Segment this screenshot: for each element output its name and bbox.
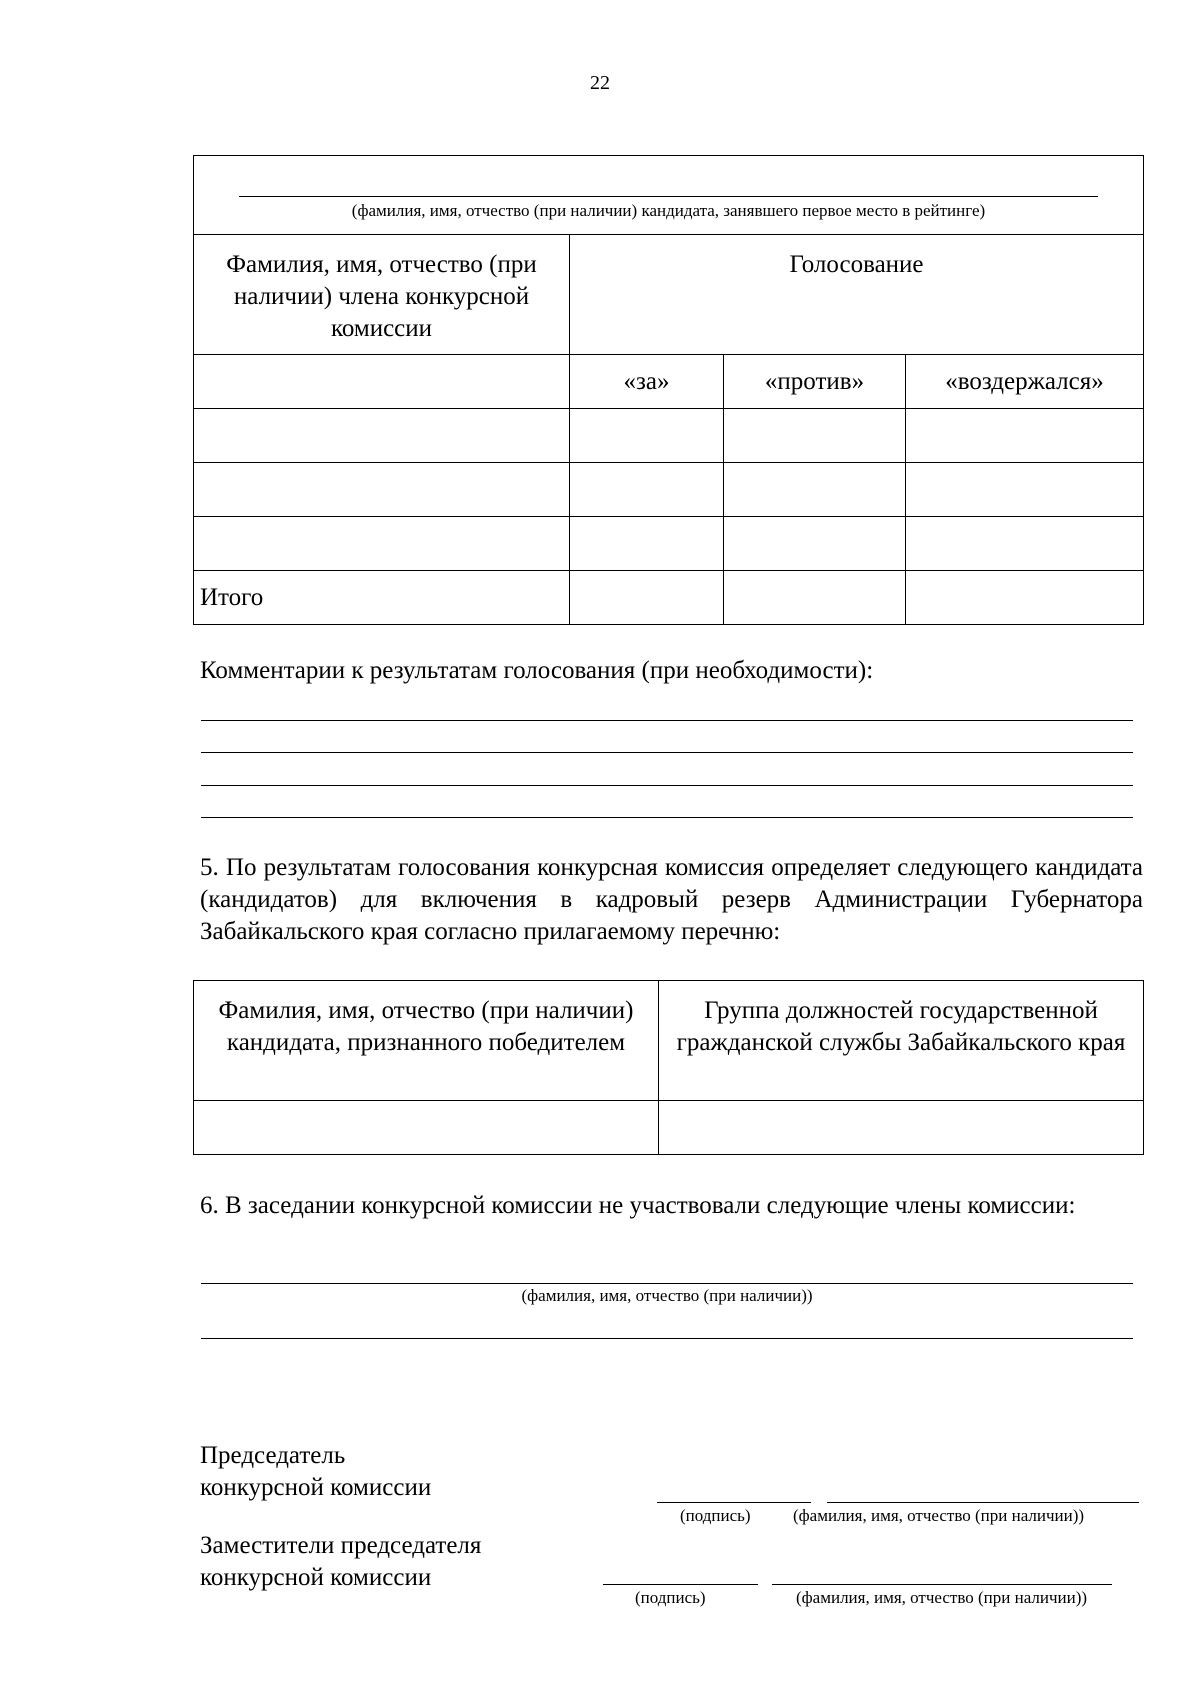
page-number: 22 <box>590 72 610 94</box>
comment-line[interactable] <box>201 752 1133 753</box>
table-row <box>194 1101 1144 1155</box>
voting-table <box>193 155 1144 625</box>
deputy-signature-line[interactable] <box>603 1584 758 1585</box>
comment-line[interactable] <box>201 785 1133 786</box>
total-row <box>194 571 1144 625</box>
absent-members-line[interactable] <box>201 1283 1133 1284</box>
option-abstain: «воздержался» <box>906 355 1144 409</box>
candidate-caption: (фамилия, имя, отчество (при наличии) кандидата, занявшего первое место в рейтинге) <box>351 201 986 220</box>
deputy-name-caption: (фамилия, имя, отчество (при наличии)) <box>796 1588 1088 1607</box>
absent-members-line-2[interactable] <box>201 1338 1133 1339</box>
winner-name-header: Фамилия, имя, отчество (при наличии) кандидата, признанного победителем <box>194 981 659 1101</box>
winner-table <box>193 980 1144 1155</box>
member-name-cell <box>194 355 570 409</box>
position-group-header: Группа должностей государственной гражданской службы Забайкальского края <box>659 981 1144 1101</box>
option-against: «против» <box>724 355 906 409</box>
comments-title: Комментарии к результатам голосования (при необходимости): <box>200 657 874 684</box>
member-header: Фамилия, имя, отчество (при наличии) члена конкурсной комиссии <box>194 235 570 355</box>
deputies-title: Заместители председателя конкурсной комиссии <box>200 1532 482 1591</box>
candidate-name-line[interactable] <box>239 196 1098 197</box>
voting-header: Голосование <box>570 235 1144 355</box>
chairman-name-caption: (фамилия, имя, отчество (при наличии)) <box>793 1506 1085 1525</box>
option-for: «за» <box>570 355 724 409</box>
deputy-signature-caption: (подпись) <box>635 1588 706 1607</box>
table-row <box>194 463 1144 517</box>
candidate-cell <box>194 156 1144 235</box>
table-row <box>194 409 1144 463</box>
comment-line[interactable] <box>201 720 1133 721</box>
deputy-name-line[interactable] <box>772 1584 1112 1585</box>
section-6-text: 6. В заседании конкурсной комиссии не участвовали следующие члены комиссии: <box>200 1192 1076 1219</box>
chairman-title: Председатель конкурсной комиссии <box>200 1442 432 1501</box>
absent-caption: (фамилия, имя, отчество (при наличии)) <box>521 1286 813 1305</box>
chairman-signature-caption: (подпись) <box>680 1506 751 1525</box>
chairman-name-line[interactable] <box>827 1502 1139 1503</box>
chairman-signature-line[interactable] <box>657 1502 811 1503</box>
comment-line[interactable] <box>201 817 1133 818</box>
total-label: Итого <box>194 571 570 625</box>
section-5-text: 5. По результатам голосования конкурсная комиссия определяет следующего кандидата (кандидатов) для включения в кадровый резерв Администрации Губернатора Забайкальского края согласно прилагаемому перечню: <box>200 854 1143 945</box>
table-row <box>194 517 1144 571</box>
